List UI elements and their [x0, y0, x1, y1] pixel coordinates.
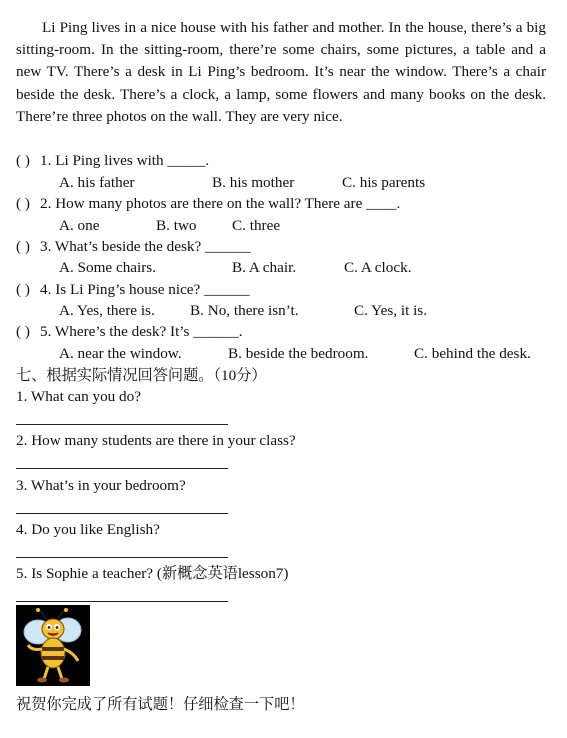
answer-paren: ( ) [16, 281, 30, 298]
option-c: C. Yes, it is. [354, 302, 428, 319]
open-question-2: 2. How many students are there in your class? [16, 432, 296, 449]
option-b: B. beside the bedroom. [228, 345, 369, 362]
reading-passage: Li Ping lives in a nice house with his father and mother. In the house, there’s a big sitting-room. In the sitting-room, there’re some chairs, some pictures, a table and a new TV. There’s a desk in Li Ping’s bedroom. It’s near the window. There’s a chair beside the desk. There’s a clock, a lamp, some flowers and many books on the desk. There’re three photos on the wall. They are very nice. [16, 19, 546, 125]
option-b: B. two [156, 217, 197, 234]
option-c: C. A clock. [344, 259, 412, 276]
option-a: A. near the window. [59, 345, 182, 362]
option-b: B. A chair. [232, 259, 297, 276]
question-text: 2. How many photos are there on the wall? There are ____. [40, 195, 401, 212]
answer-line-2[interactable] [16, 468, 228, 469]
option-c: C. three [232, 217, 281, 234]
open-question-3: 3. What’s in your bedroom? [16, 477, 186, 494]
option-c: C. his parents [342, 174, 426, 191]
question-text: 5. Where’s the desk? It’s ______. [40, 323, 243, 340]
answer-line-3[interactable] [16, 513, 228, 514]
answer-line-1[interactable] [16, 424, 228, 425]
option-a: A. Some chairs. [59, 259, 157, 276]
answer-paren: ( ) [16, 195, 30, 212]
answer-paren: ( ) [16, 152, 30, 169]
option-a: A. one [59, 217, 100, 234]
question-text: 4. Is Li Ping’s house nice? ______ [40, 281, 250, 298]
open-question-5: 5. Is Sophie a teacher? (新概念英语lesson7) [16, 565, 289, 582]
option-b: B. No, there isn’t. [190, 302, 299, 319]
answer-line-5[interactable] [16, 601, 228, 602]
option-c: C. behind the desk. [414, 345, 531, 362]
option-a: A. Yes, there is. [59, 302, 155, 319]
answer-paren: ( ) [16, 238, 30, 255]
open-question-1: 1. What can you do? [16, 388, 141, 405]
bee-icon [16, 605, 90, 686]
open-question-4: 4. Do you like English? [16, 521, 160, 538]
bee-cartoon-image [16, 605, 90, 686]
option-a: A. his father [59, 174, 135, 191]
option-b: B. his mother [212, 174, 295, 191]
section-7-heading: 七、根据实际情况回答问题。（10分） [16, 367, 267, 384]
answer-line-4[interactable] [16, 557, 228, 558]
question-text: 1. Li Ping lives with _____. [40, 152, 210, 169]
question-text: 3. What’s beside the desk? ______ [40, 238, 251, 255]
closing-message: 祝贺你完成了所有试题！仔细检查一下吧！ [16, 696, 305, 713]
answer-paren: ( ) [16, 323, 30, 340]
